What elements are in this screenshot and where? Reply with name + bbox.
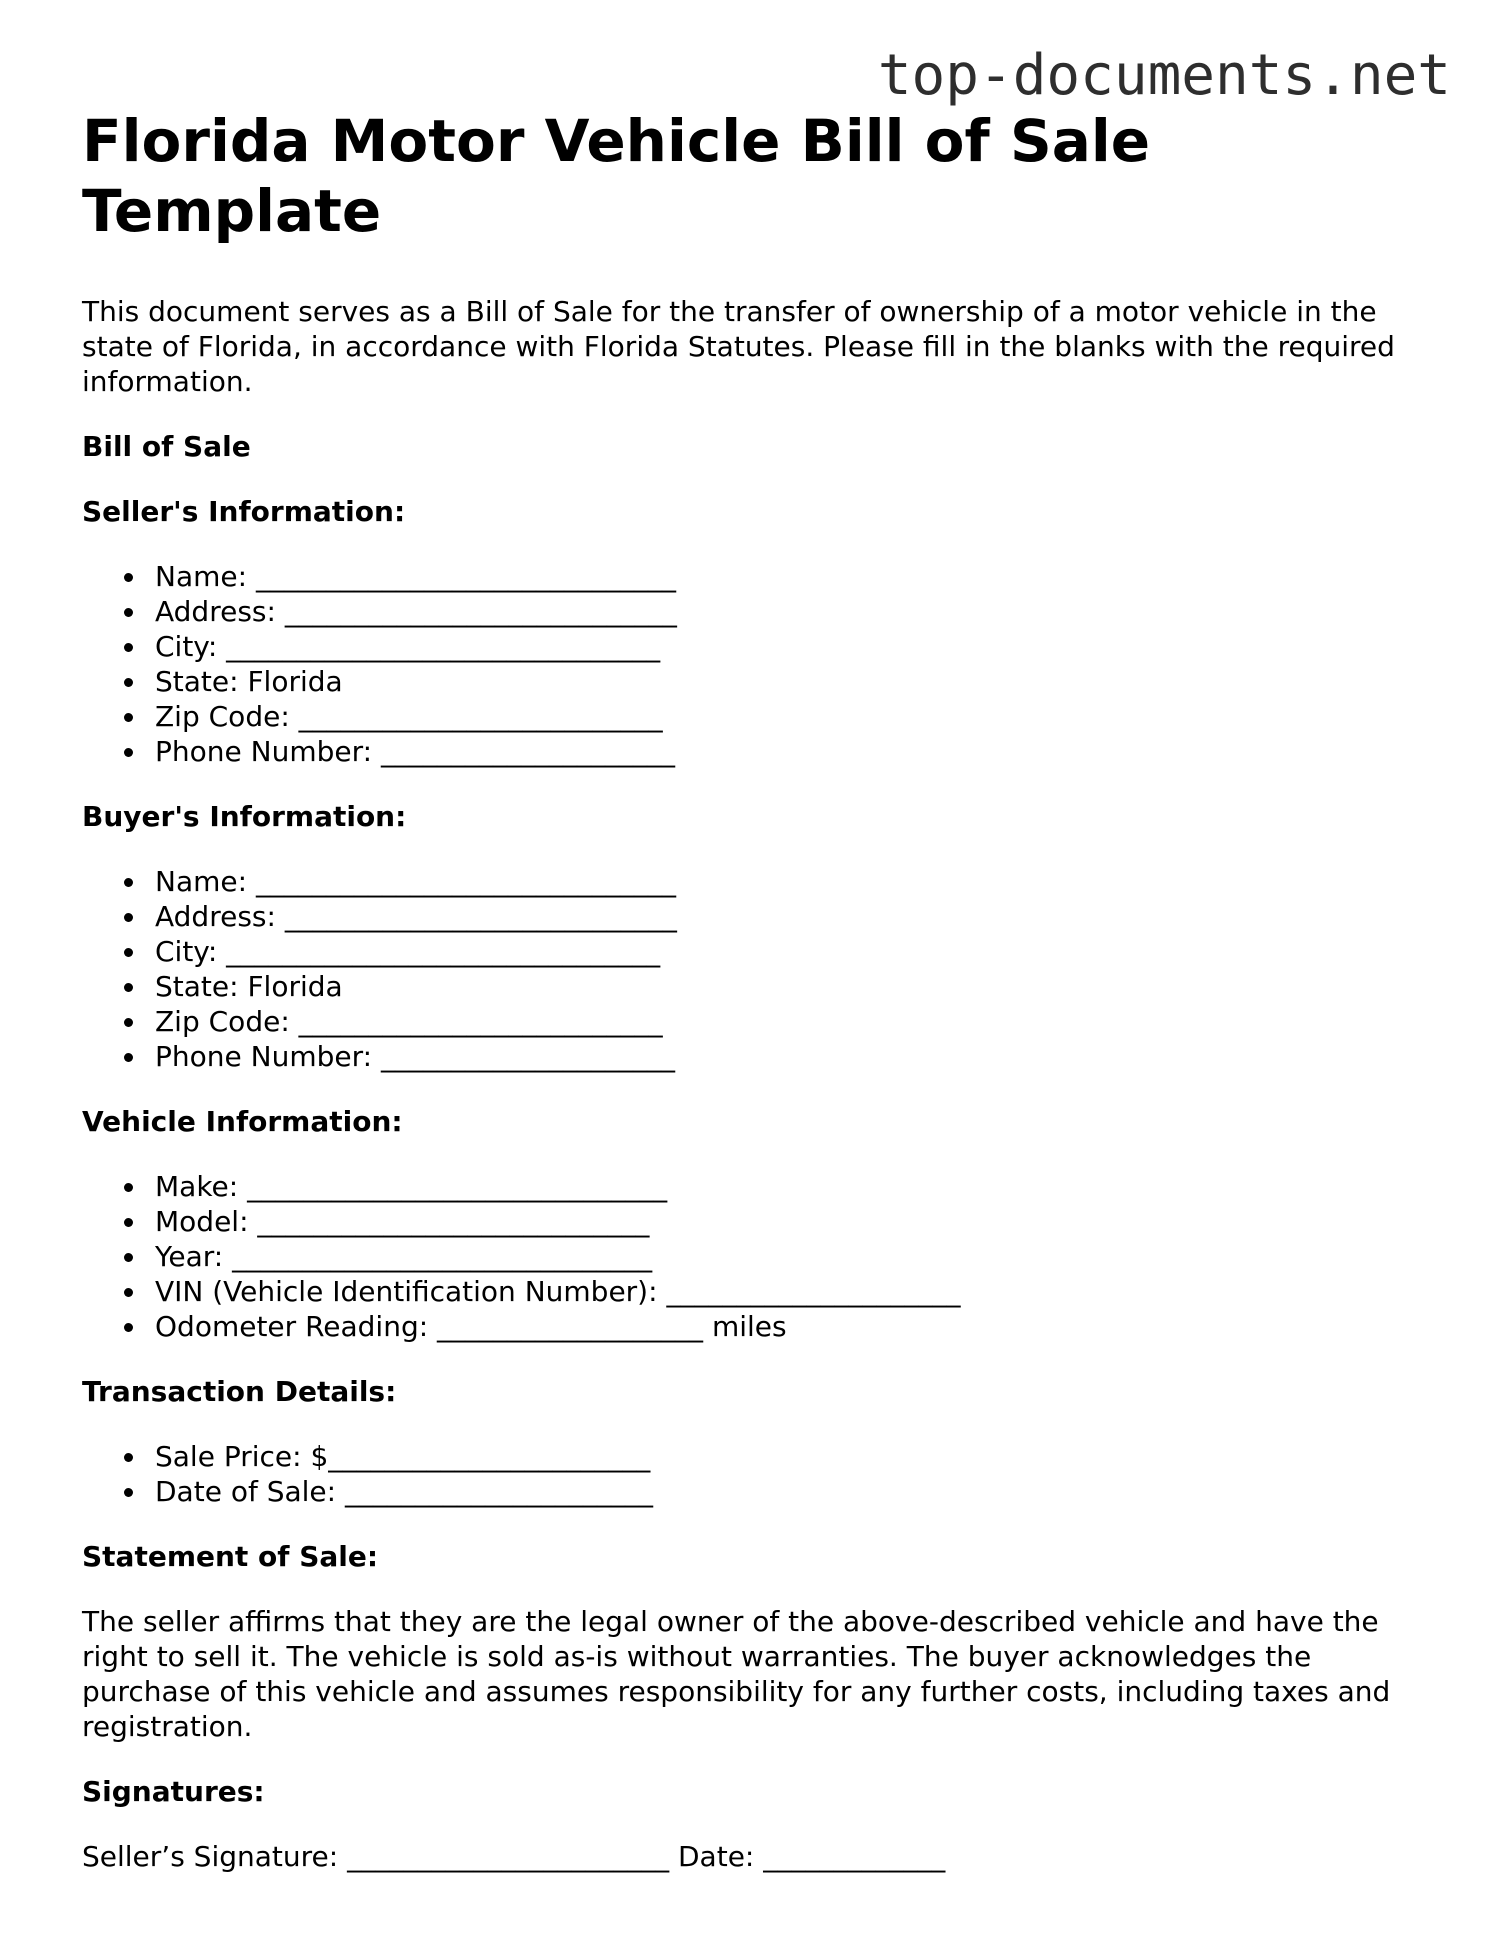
buyer-zip-field[interactable]: Zip Code: __________________________ [155,1004,1442,1039]
seller-signature-line[interactable]: Seller’s Signature: _______________________ Date: _____________ [82,1840,946,1873]
vehicle-info-list [82,1169,1442,1344]
seller-zip-field[interactable]: Zip Code: __________________________ [155,699,1442,734]
intro-paragraph: This document serves as a Bill of Sale for the transfer of ownership of a motor vehicle in the state of Florida, in accordance with Florida Statutes. Please fill in the blanks with the required information. [82,295,1395,398]
seller-address-field[interactable]: Address: ____________________________ [155,594,1442,629]
vehicle-info-heading: Vehicle Information: [82,1105,403,1138]
sale-price-field[interactable]: Sale Price: $_______________________ [155,1439,1442,1474]
vehicle-vin-field[interactable]: VIN (Vehicle Identification Number): _____________________ [155,1274,1442,1309]
seller-phone-field[interactable]: Phone Number: _____________________ [155,734,1442,769]
buyer-name-field[interactable]: Name: ______________________________ [155,864,1442,899]
vehicle-year-field[interactable]: Year: ______________________________ [155,1239,1442,1274]
document-page [82,106,1442,1874]
document-title: Florida Motor Vehicle Bill of Sale Template [82,107,1151,245]
vehicle-model-field[interactable]: Model: ____________________________ [155,1204,1442,1239]
statement-of-sale-text: The seller affirms that they are the legal owner of the above-described vehicle and have the right to sell it. The vehicle is sold as-is without warranties. The buyer acknowledges the purchase of this vehicle and assumes responsibility for any further costs, including taxes and registration. [82,1605,1391,1743]
buyer-address-field[interactable]: Address: ____________________________ [155,899,1442,934]
seller-name-field[interactable]: Name: ______________________________ [155,559,1442,594]
buyer-info-list [82,864,1442,1074]
watermark-text: top-documents.net [877,43,1451,108]
transaction-details-list [82,1439,1442,1509]
seller-info-list [82,559,1442,769]
vehicle-odometer-field[interactable]: Odometer Reading: ___________________ miles [155,1309,1442,1344]
buyer-info-heading: Buyer's Information: [82,800,407,833]
transaction-details-heading: Transaction Details: [82,1375,397,1408]
buyer-phone-field[interactable]: Phone Number: _____________________ [155,1039,1442,1074]
date-of-sale-field[interactable]: Date of Sale: ______________________ [155,1474,1442,1509]
seller-state-field: State: Florida [155,664,1442,699]
bill-of-sale-heading: Bill of Sale [82,430,251,463]
seller-city-field[interactable]: City: _______________________________ [155,629,1442,664]
buyer-city-field[interactable]: City: _______________________________ [155,934,1442,969]
seller-info-heading: Seller's Information: [82,495,406,528]
signatures-heading: Signatures: [82,1775,265,1808]
vehicle-make-field[interactable]: Make: ______________________________ [155,1169,1442,1204]
buyer-state-field: State: Florida [155,969,1442,1004]
statement-of-sale-heading: Statement of Sale: [82,1540,379,1573]
